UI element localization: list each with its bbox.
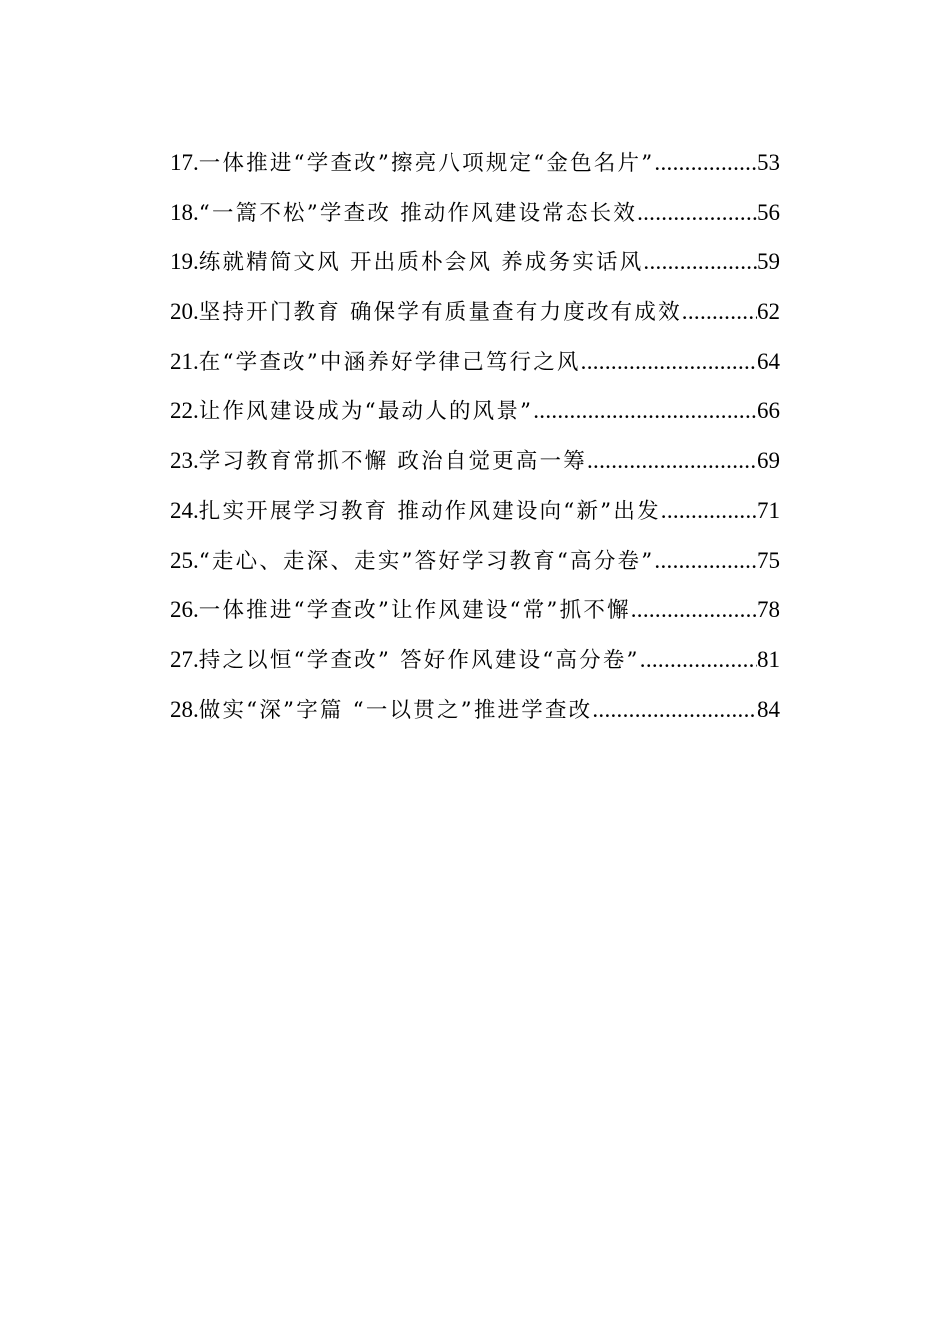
toc-entry-number: 25. [170,547,199,573]
toc-entry-page-number: 66 [757,398,780,424]
toc-dot-leader [581,337,757,387]
toc-entry-page-number: 75 [757,547,780,573]
toc-entry-number: 18. [170,199,199,225]
toc-entry-title: 在“学查改”中涵养好学律己笃行之风 [198,349,581,375]
toc-entry-title: 做实“深”字篇 “一以贯之”推进学查改 [198,697,593,723]
toc-entry-number: 21. [170,348,199,374]
toc-entry-page-number: 71 [757,497,780,523]
toc-entry-18[interactable] [170,188,780,238]
toc-entry-page-number: 53 [757,150,780,175]
toc-entry-20[interactable] [170,287,780,337]
toc-entry-19[interactable] [170,237,780,287]
toc-entry-page-number: 78 [757,597,780,623]
toc-entry-21[interactable] [170,337,780,387]
toc-entry-title: 扎实开展学习教育 推动作风建设向“新”出发 [198,498,661,524]
toc-entry-page-number: 56 [757,199,780,225]
toc-entry-number: 17. [170,150,199,175]
toc-entry-page-number: 62 [757,299,780,325]
toc-dot-leader [533,386,757,436]
toc-entry-title: 学习教育常抓不懈 政治自觉更高一筹 [198,449,587,475]
toc-entry-23[interactable] [170,436,780,486]
toc-dot-leader [661,486,757,536]
toc-entry-number: 24. [170,497,199,523]
toc-entry-title: 一体推进“学查改”擦亮八项规定“金色名片” [198,151,655,176]
toc-dot-leader [654,138,757,188]
toc-entry-title: “一篙不松”学查改 推动作风建设常态长效 [198,200,638,226]
toc-entry-page-number: 59 [757,249,780,275]
toc-dot-leader [643,237,757,287]
toc-entry-title: 坚持开门教育 确保学有质量查有力度改有成效 [198,300,682,326]
toc-dot-leader [592,685,757,735]
toc-entry-number: 19. [170,249,199,275]
toc-entry-number: 23. [170,448,199,474]
toc-entry-page-number: 69 [757,448,780,474]
toc-dot-leader [637,188,757,238]
toc-entry-title: “走心、走深、走实”答好学习教育“高分卷” [198,548,655,574]
toc-entry-number: 27. [170,646,199,672]
toc-entry-number: 22. [170,398,199,424]
toc-entry-25[interactable] [170,536,780,586]
toc-dot-leader [631,585,757,635]
toc-entry-24[interactable] [170,486,780,536]
toc-dot-leader [654,536,757,586]
toc-dot-leader [682,287,757,337]
toc-entry-number: 28. [170,696,199,722]
toc-entry-number: 26. [170,597,199,623]
toc-entry-page-number: 84 [757,696,780,722]
toc-entry-17[interactable] [170,138,780,188]
toc-dot-leader [640,635,757,685]
toc-entry-title: 持之以恒“学查改” 答好作风建设“高分卷” [198,647,640,673]
toc-dot-leader [587,436,757,486]
toc-entry-22[interactable] [170,386,780,436]
toc-entry-page-number: 64 [757,348,780,374]
toc-entry-28[interactable] [170,685,780,735]
toc-entry-title: 一体推进“学查改”让作风建设“常”抓不懈 [198,598,631,624]
table-of-contents [170,138,780,734]
toc-entry-number: 20. [170,299,199,325]
toc-entry-page-number: 81 [757,646,780,672]
toc-entry-title: 练就精简文风 开出质朴会风 养成务实话风 [198,250,644,276]
toc-entry-27[interactable] [170,635,780,685]
toc-entry-26[interactable] [170,585,780,635]
toc-entry-title: 让作风建设成为“最动人的风景” [198,399,534,425]
